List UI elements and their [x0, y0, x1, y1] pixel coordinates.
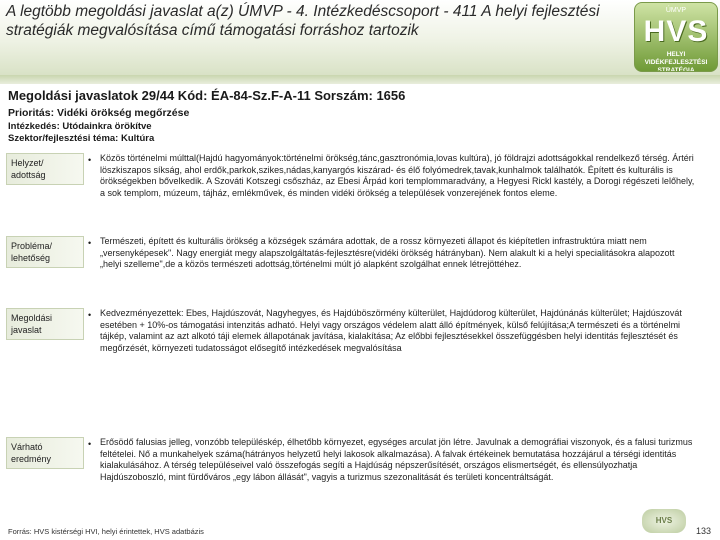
bullet-icon: • [88, 155, 92, 165]
measure-line: Intézkedés: Utódainkra örökítve [8, 121, 152, 132]
section-text: Természeti, épített és kulturális örökség a községek számára adottak, de a rossz környezeti állapot és kiépítetlen infrastruktúra miatt nem „versenyképesek". Nagy energiát megy alapszolgáltatás-fejlesztésre(vidéki örökség hátrányban). Nem alakult ki a helyi specialitásokra alapozott „helyi szelleme",de a közös természeti adottság,történelmi múlt jó alapként szolgálhat ennek létrejöttéhez. [100, 236, 675, 269]
section-text: Közös történelmi múlttal(Hajdú hagyományok:történelmi örökség,tánc,gasztronómia,lovas kultúra), jó földrajzi adottságokkal rendelkező térség. Ártéri löszkiszapos síkság, ahol erdők,parkok,szikes,nádas,kanyargós kiszárad- és élő folyómedrek,tavak,kunhalmok találhatók. Épített és kulturális is örökségekben bővelkedik. A Szováti Kotszegi csőszház, az Ebesi Árpád kori templommaradvány, a Hegyesi Rickl kastély, a Dorogi régészeti lelőhely, a sok templom, múzeum, tájház, emlékművek, és minden vidéki örökség a települések vonzerejének fontos eleme. [100, 153, 695, 198]
hvs-logo [634, 2, 718, 72]
priority-line: Prioritás: Vidéki örökség megőrzése [8, 107, 190, 119]
footer-logo: HVS [642, 509, 686, 533]
page-number: 133 [696, 526, 712, 536]
bullet-icon: • [88, 310, 92, 320]
page-title: A legtöbb megoldási javaslat a(z) ÚMVP - 4. Intézkedéscsoport - 411 A helyi fejlesztési stratégiák megvalósítása című támogatási forráshoz tartozik [6, 3, 600, 39]
logo-name: HVS [643, 15, 709, 48]
header-banner [0, 0, 720, 75]
bullet-icon: • [88, 238, 92, 248]
bullet-icon: • [88, 439, 92, 449]
section-text: Erősödő falusias jelleg, vonzóbb településkép, élhetőbb környezet, egységes arculat jön létre. Javulnak a demográfiai viszonyok, és a falusi turizmus feltételei. Nő a munkahelyek száma(hátrányos helyzetű helyi lakosok alkalmazása). A falvak értékeinek bemutatása hozzájárul a térségi identitás kialakulásához. A térség településeivel való összefogás segíti a Hajdúság népszerűsítését, országos elismertségét, és ellensúlyozhatja Hajdúszoboszló, mint fürdőváros „egy lábon állását", vagyis a turizmus szezonalitását és területi koncentráltságát. [100, 437, 693, 482]
section-text: Kedvezményezettek: Ebes, Hajdúszovát, Nagyhegyes, és Hajdúböszörmény külterület, Hajdúdorog külterület, Hajdúnánás külterület; Hajdúszovát esetében + 10%-os támogatási intenzitás adható. Helyi vagy országos védelem alatt álló építmények, külső felújítása;A természeti és a történelmi tájkép, valamint az azt alkotó táji elemek állapotának javítása, kialakítása; Az előbbi fejlesztésekkel összefüggésben helyi identitás fejlesztését és megőrzését, környezeti tudatosságot elősegítő intézkedések megvalósítása [100, 308, 682, 353]
proposal-code-line: Megoldási javaslatok 29/44 Kód: ÉA-84-Sz.F-A-11 Sorszám: 1656 [8, 88, 406, 103]
logo-subtitle: HELYI VIDÉKFEJLESZTÉSI STRATÉGIA [644, 51, 708, 72]
logo-top-text: ÚMVP [665, 7, 687, 14]
source-note: Forrás: HVS kistérségi HVI, helyi érintettek, HVS adatbázis [8, 527, 204, 536]
section-label: Megoldási javaslat [6, 308, 84, 340]
section-label: Probléma/ lehetőség [6, 236, 84, 268]
section-label: Helyzet/ adottság [6, 153, 84, 185]
header-divider-band [0, 75, 720, 84]
section-label: Várható eredmény [6, 437, 84, 469]
sector-line: Szektor/fejlesztési téma: Kultúra [8, 133, 155, 144]
